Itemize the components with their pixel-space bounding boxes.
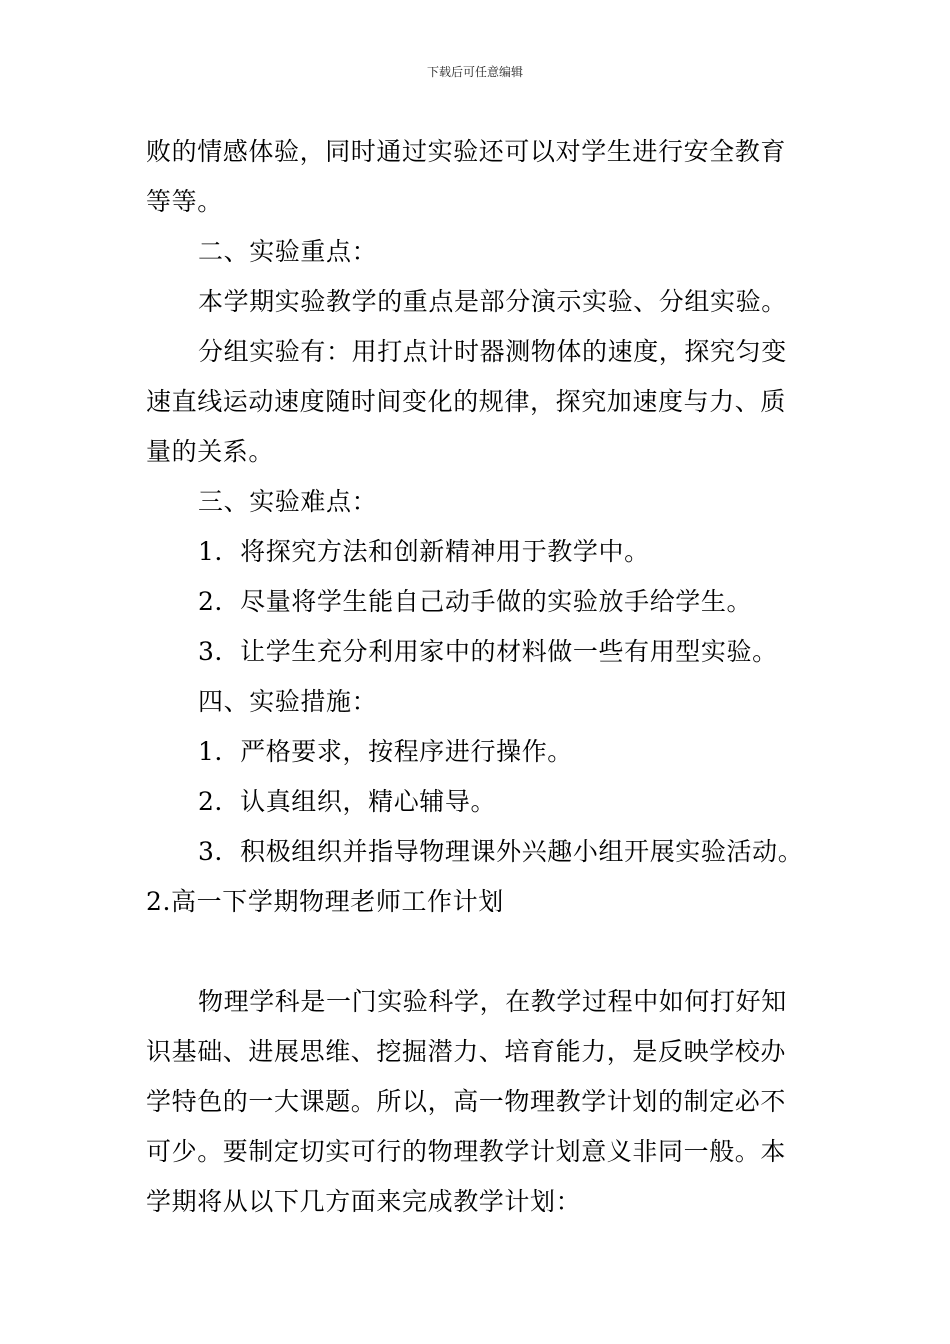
list-item-difficulty-3: 3．让学生充分利用家中的材料做一些有用型实验。 [198,637,778,666]
list-item-difficulty-1: 1．将探究方法和创新精神用于教学中。 [198,537,650,566]
list-item-difficulty-2: 2．尽量将学生能自己动手做的实验放手给学生。 [198,587,753,616]
list-item-measure-3: 3．积极组织并指导物理课外兴趣小组开展实验活动。 [198,837,804,866]
document-body [146,127,806,1227]
paragraph-continuation: 败的情感体验，同时通过实验还可以对学生进行安全教育等等。 [146,137,787,216]
section-heading-difficulties: 三、实验难点： [198,487,378,516]
paragraph-work-plan-intro: 物理学科是一门实验科学，在教学过程中如何打好知识基础、进展思维、挖掘潜力、培育能力，是反映学校办学特色的一大课题。所以，高一物理教学计划的制定必不可少。要制定切实可行的物理教学计划意义非同一般。本学期将从以下几方面来完成教学计划： [146,987,787,1216]
section-heading-key-points: 二、实验重点： [198,237,378,266]
paragraph-key-points: 本学期实验教学的重点是部分演示实验、分组实验。 [198,287,787,316]
section-title-work-plan: 2.高一下学期物理老师工作计划 [146,887,504,916]
spacer [146,927,806,977]
paragraph-group-experiments: 分组实验有：用打点计时器测物体的速度，探究匀变速直线运动速度随时间变化的规律，探究加速度与力、质量的关系。 [146,337,787,466]
list-item-measure-2: 2．认真组织，精心辅导。 [198,787,497,816]
page-header-note: 下载后可任意编辑 [426,65,523,79]
section-heading-measures: 四、实验措施： [198,687,378,716]
list-item-measure-1: 1．严格要求，按程序进行操作。 [198,737,573,766]
